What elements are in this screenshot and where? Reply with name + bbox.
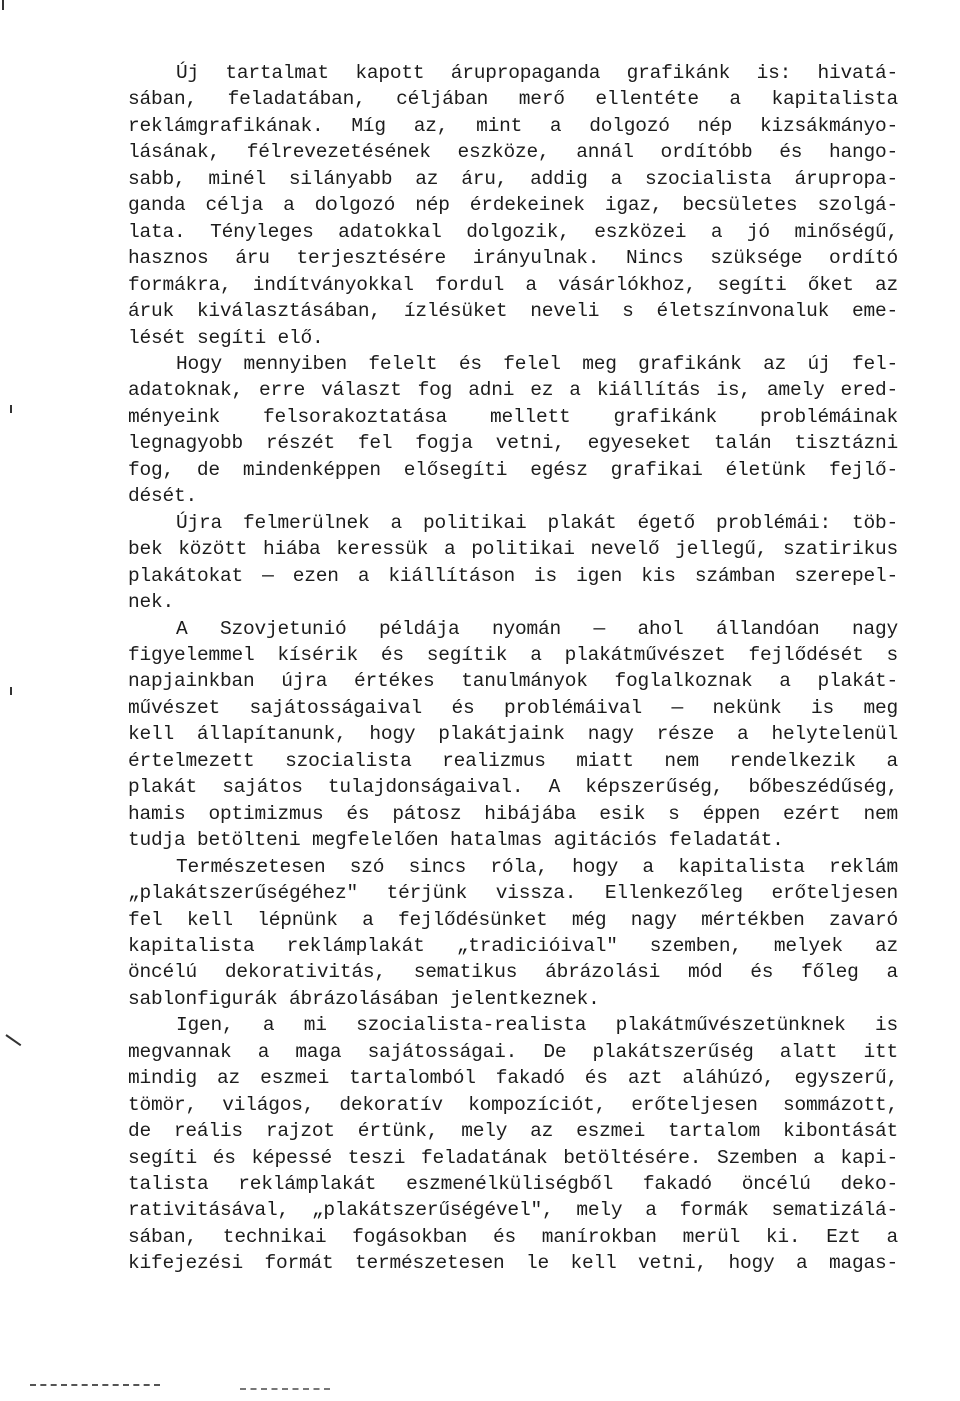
text-line: segíti és képessé teszi feladatának betöltésére. Szemben a kapi- (128, 1146, 898, 1169)
text-line: mindig az eszmei tartalomból fakadó és azt aláhúzó, egyszerű, (128, 1067, 898, 1090)
text-line: fel kell lépnünk a fejlődésünket még nagy mértékben zavaró (128, 908, 898, 931)
text-line: talista reklámplakát eszmenélküliségből fakadó öncélú deko- (128, 1173, 898, 1196)
text-line: legnagyobb részét fel fogja vetni, egyeseket talán tisztázni (128, 432, 898, 455)
text-line: A Szovjetunió példája nyomán — ahol állandóan nagy (176, 617, 898, 640)
text-line: tömör, világos, dekoratív kompozíciót, erőteljesen sommázott, (128, 1093, 898, 1116)
text-line: megvannak a maga sajátosságai. De plakátszerűség alatt itt (128, 1040, 898, 1063)
text-line: adatoknak, erre választ fog adni ez a kiállítás is, amely ered- (128, 379, 898, 402)
text-line: sában, technikai fogásokban és manírokban merül ki. Ezt a (128, 1225, 898, 1248)
text-line: kifejezési formát természetesen le kell vetni, hogy a magas- (128, 1252, 898, 1275)
margin-slash-mark (5, 1034, 21, 1046)
text-line: reklámgrafikának. Míg az, mint a dolgozó nép kizsákmányo- (128, 114, 898, 137)
scan-bottom-dash (30, 1384, 160, 1386)
text-line: kell állapítanunk, hogy plakátjaink nagy része a helytelenül (128, 723, 898, 746)
text-line: művészet sajátosságaival és problémáival — nekünk is meg (128, 696, 898, 719)
text-line: Új tartalmat kapott árupropaganda grafikánk is: hivatá- (176, 62, 898, 84)
text-line: sabb, minél silányabb az áru, addig a szocialista árupropa- (128, 167, 898, 190)
text-line: kapitalista reklámplakát „tradicióival" szemben, melyek az (128, 934, 898, 957)
text-line: ganda célja a dolgozó nép érdekeinek igaz, becsületes szolgá- (128, 194, 898, 217)
text-line: dését. (128, 485, 198, 508)
text-line: tudja betölteni megfelelően hatalmas agitációs feladatát. (128, 829, 784, 852)
text-line: „plakátszerűségéhez" térjünk vissza. Ellenkezőleg erőteljesen (128, 882, 898, 905)
text-line: lését segíti elő. (128, 326, 324, 349)
text-line: bek között hiába keressük a politikai nevelő jellegű, szatirikus (128, 538, 898, 561)
margin-tick-mark (10, 687, 12, 695)
text-line: Természetesen szó sincs róla, hogy a kapitalista reklám (176, 855, 898, 878)
margin-tick-mark (10, 405, 12, 413)
text-line: plakát sajátos tulajdonságaival. A képszerűség, bőbeszédűség, (128, 776, 898, 799)
text-line: sablonfigurák ábrázolásában jelentkeznek. (128, 987, 600, 1010)
text-line: de reális rajzot értünk, mely az eszmei tartalom kibontását (128, 1120, 898, 1143)
text-line: értelmezett szocialista realizmus miatt nem rendelkezik a (128, 749, 898, 772)
text-line: Igen, a mi szocialista-realista plakátművészetünknek is (176, 1014, 898, 1037)
text-line: rativitásával, „plakátszerűségével", mely a formák sematizálá- (128, 1199, 898, 1222)
text-line: lásának, félrevezetésének eszköze, annál ordítóbb és hango- (128, 141, 898, 164)
text-line: plakátokat — ezen a kiállításon is igen kis számban szerepel- (128, 564, 898, 587)
text-line: figyelemmel kísérik és segítik a plakátművészet fejlődését s (128, 643, 898, 666)
text-line: sában, feladatában, céljában merő ellentéte a kapitalista (128, 88, 898, 111)
text-line: Hogy mennyiben felelt és felel meg grafikánk az új fel- (176, 352, 898, 375)
text-line: napjainkban újra értékes tanulmányok foglalkoznak a plakát- (128, 670, 898, 693)
scan-corner-mark (2, 0, 4, 10)
scan-bottom-dash (240, 1388, 330, 1390)
text-line: fog, de mindenképpen elősegíti egész grafikai életünk fejlő- (128, 458, 898, 481)
text-line: ményeink felsorakoztatása mellett grafikánk problémáinak (128, 405, 898, 428)
text-line: hamis optimizmus és pátosz hibájába esik s éppen ezért nem (128, 802, 898, 825)
body-text (128, 60, 898, 1277)
text-line: hasznos áru terjesztésére irányulnak. Nincs szüksége ordító (128, 247, 898, 270)
text-line: lata. Tényleges adatokkal dolgozik, eszközei a jó minőségű, (128, 220, 898, 243)
text-line: Újra felmerülnek a politikai plakát égető problémái: töb- (176, 511, 898, 534)
text-line: áruk kiválasztásában, ízlésüket neveli s életszínvonaluk eme- (128, 300, 898, 323)
text-line: nek. (128, 591, 175, 614)
text-line: formákra, indítványokkal fordul a vásárlókhoz, segíti őket az (128, 273, 898, 296)
text-line: öncélú dekorativitás, sematikus ábrázolási mód és főleg a (128, 961, 898, 984)
